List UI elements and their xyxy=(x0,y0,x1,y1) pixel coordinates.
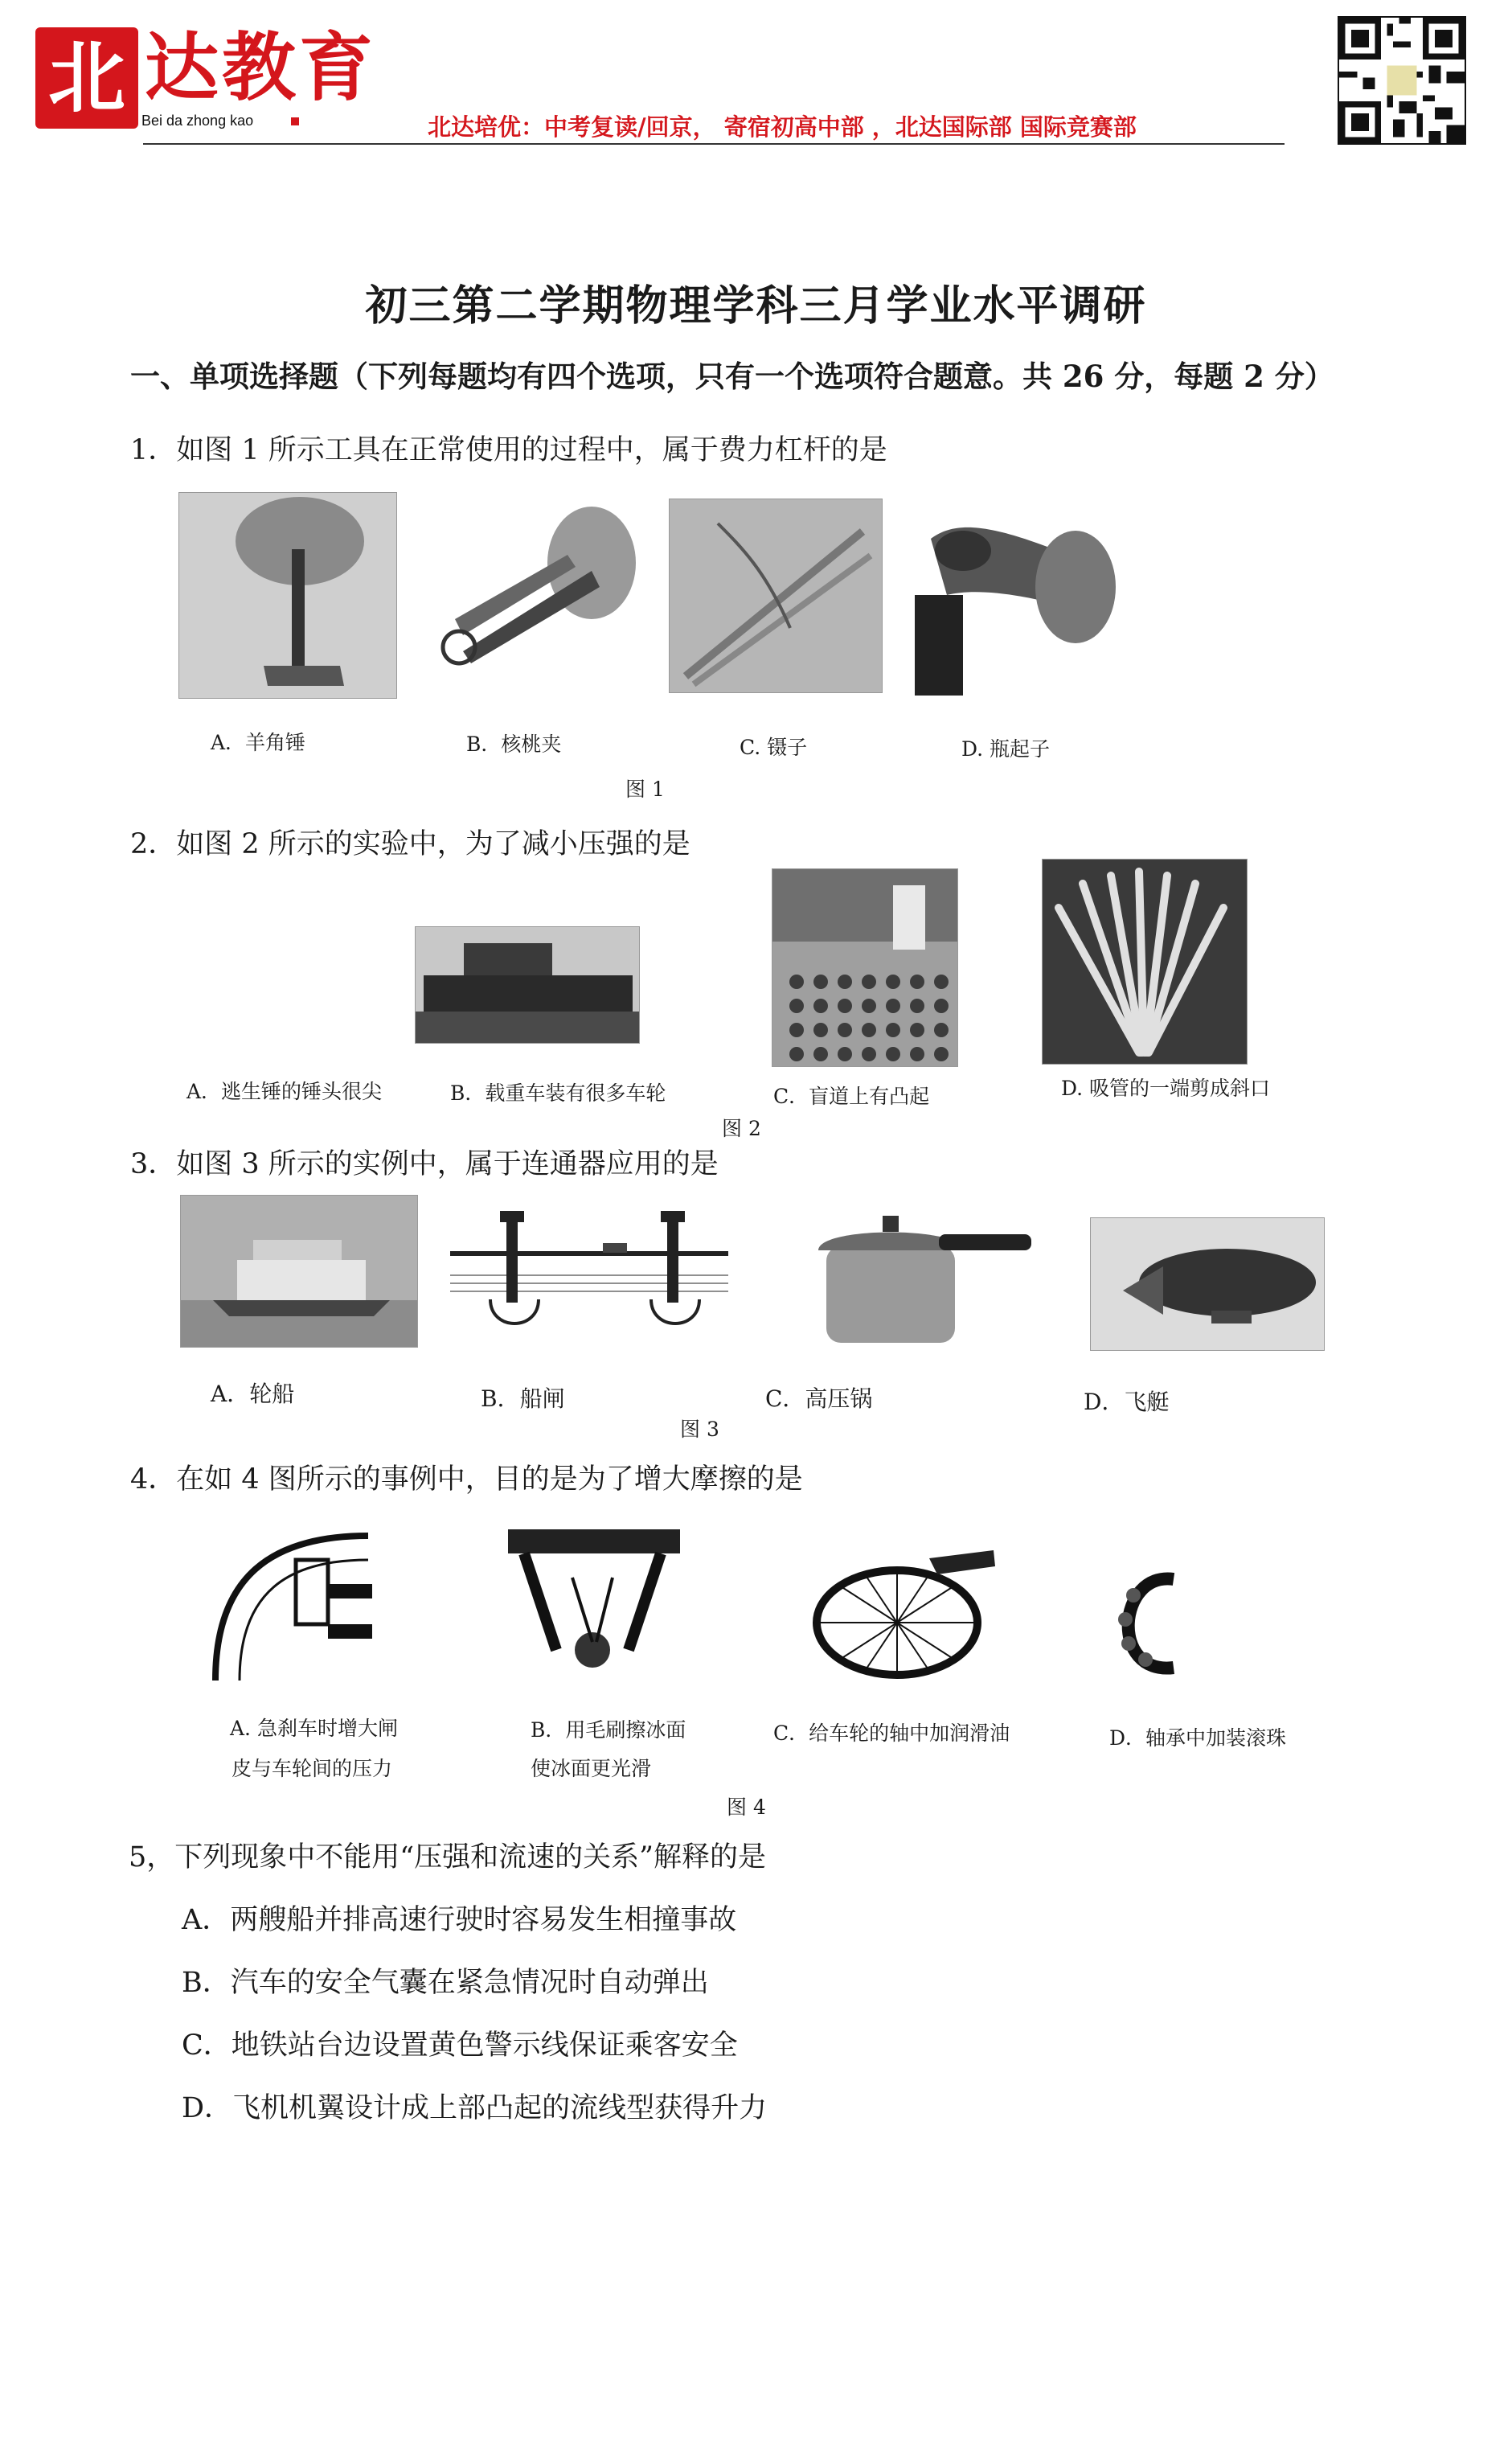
q2-option-d: D. 吸管的一端剪成斜口 xyxy=(1061,1077,1271,1100)
question-1-stem: 1．如图 1 所示工具在正常使用的过程中，属于费力杠杆的是 xyxy=(130,434,887,466)
q3-option-a: A．轮船 xyxy=(211,1381,295,1407)
logo-title: 达教育 xyxy=(145,24,377,111)
straws-photo xyxy=(1042,859,1248,1065)
q3-option-d: D．飞艇 xyxy=(1084,1389,1170,1415)
ship-photo xyxy=(180,1195,418,1348)
q3-option-c: C．高压锅 xyxy=(765,1385,873,1412)
q5-option-b: B．汽车的安全气囊在紧急情况时自动弹出 xyxy=(182,1967,709,1999)
q4-option-a: A. 急刹车时增大闸 xyxy=(230,1717,398,1740)
q1-option-b: B．核桃夹 xyxy=(466,733,562,756)
question-2-stem: 2．如图 2 所示的实验中，为了减小压强的是 xyxy=(130,828,690,860)
ship-lock-diagram xyxy=(450,1203,728,1340)
q2-option-b: B．载重车装有很多车轮 xyxy=(450,1081,666,1105)
tank-photo xyxy=(415,926,640,1044)
q1-option-c: C. 镊子 xyxy=(740,736,808,759)
q2-option-c: C．盲道上有凸起 xyxy=(773,1085,930,1108)
logo-dot xyxy=(291,117,299,125)
tactile-paving-photo xyxy=(772,868,958,1067)
figure-4-label: 图 4 xyxy=(727,1795,766,1819)
bottle-opener-photo xyxy=(915,507,1116,696)
curling-sweep-drawing xyxy=(508,1529,680,1677)
airship-photo xyxy=(1090,1217,1325,1351)
wheel-oil-drawing xyxy=(809,1542,998,1679)
ball-bearing-drawing xyxy=(1101,1563,1196,1682)
q4-option-c: C．给车轮的轴中加润滑油 xyxy=(773,1722,1010,1745)
header-divider xyxy=(143,143,1285,145)
figure-2-label: 图 2 xyxy=(722,1117,761,1140)
q5-option-c: C．地铁站台边设置黄色警示线保证乘客安全 xyxy=(182,2029,738,2062)
q3-option-b: B．船闸 xyxy=(481,1385,565,1412)
question-4-stem: 4．在如 4 图所示的事例中，目的是为了增大摩擦的是 xyxy=(130,1463,803,1496)
question-5-stem: 5，下列现象中不能用“压强和流速的关系”解释的是 xyxy=(129,1841,767,1873)
logo-subtitle: Bei da zhong kao xyxy=(141,113,254,129)
bike-brake-drawing xyxy=(207,1528,381,1681)
logo-mark: 北 xyxy=(48,32,125,123)
q4-option-d: D．轴承中加装滚珠 xyxy=(1109,1726,1287,1750)
nutcracker-photo xyxy=(431,499,637,691)
section-heading: 一、单项选择题（下列每题均有四个选项，只有一个选项符合题意。共 26 分，每题 2 分） xyxy=(130,359,1334,394)
exam-title: 初三第二学期物理学科三月学业水平调研 xyxy=(365,281,1147,330)
q5-option-a: A．两艘船并排高速行驶时容易发生相撞事故 xyxy=(182,1904,737,1936)
qr-code-icon xyxy=(1338,16,1466,145)
brand-logo xyxy=(35,27,138,129)
figure-3-label: 图 3 xyxy=(680,1418,719,1441)
header-tagline: 北达培优：中考复读/回京， 寄宿初高中部 ，北达国际部 国际竞赛部 xyxy=(428,113,1137,141)
q4-option-a-line2: 皮与车轮间的压力 xyxy=(232,1757,393,1780)
pressure-cooker-photo xyxy=(778,1206,1037,1351)
q1-option-a: A．羊角锤 xyxy=(211,731,306,754)
question-3-stem: 3．如图 3 所示的实例中，属于连通器应用的是 xyxy=(130,1148,719,1180)
q1-option-d: D. 瓶起子 xyxy=(961,737,1051,761)
tweezers-photo xyxy=(669,499,883,693)
q2-option-a: A．逃生锤的锤头很尖 xyxy=(186,1080,383,1103)
q5-option-d: D．飞机机翼设计成上部凸起的流线型获得升力 xyxy=(182,2092,768,2124)
figure-1-label: 图 1 xyxy=(625,778,665,801)
q4-option-b: B．用毛刷擦冰面 xyxy=(531,1718,686,1742)
q4-option-b-line2: 使冰面更光滑 xyxy=(531,1757,652,1780)
hammer-photo xyxy=(178,492,397,699)
